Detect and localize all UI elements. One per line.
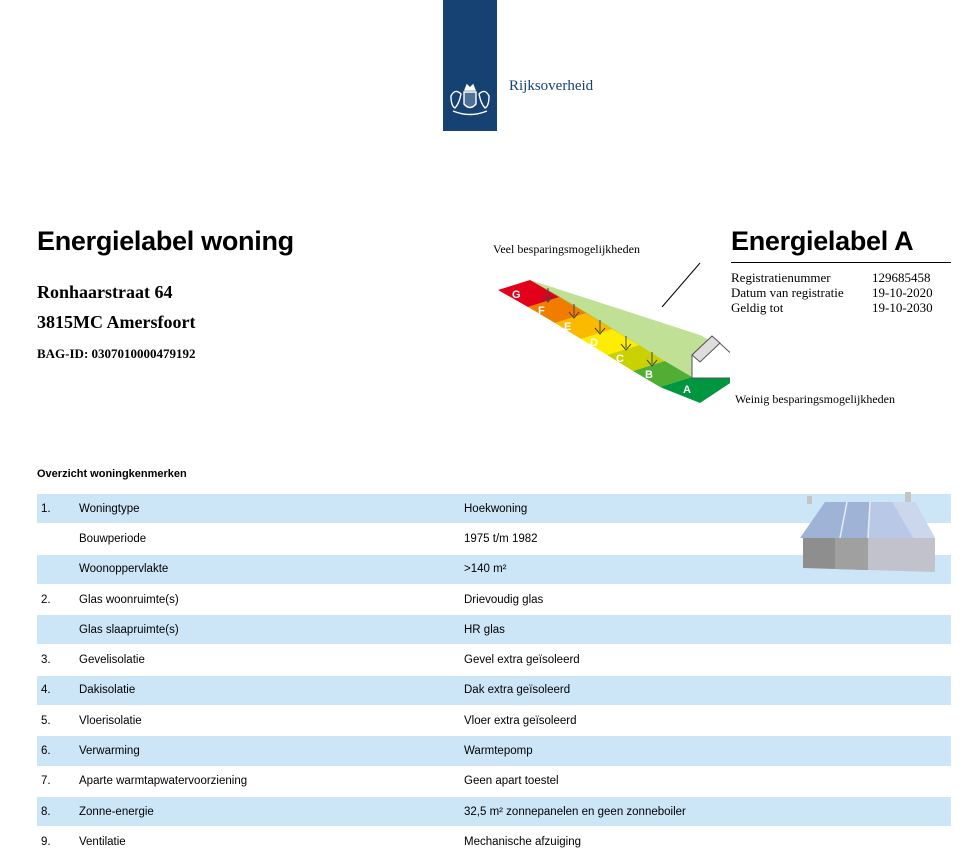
registration-label: Registratienummer: [731, 270, 831, 285]
row-value: 32,5 m² zonnepanelen en geen zonneboiler: [464, 805, 686, 818]
row-number: 4.: [41, 684, 51, 697]
row-label: Gevelisolatie: [79, 654, 145, 667]
row-number: 2.: [41, 593, 51, 606]
row-number: 1.: [41, 502, 51, 515]
table-row: [37, 705, 951, 735]
address-street: Ronhaarstraat 64: [37, 282, 173, 302]
row-value: >140 m²: [464, 563, 507, 576]
bottom-caption: Weinig besparingsmogelijkheden: [735, 392, 895, 406]
row-label: Verwarming: [79, 745, 140, 758]
row-number: 6.: [41, 745, 51, 758]
row-value: Vloer extra geïsoleerd: [464, 714, 577, 727]
scale-letter-b: B: [645, 369, 653, 381]
registration-label: Datum van registratie: [731, 285, 844, 300]
row-label: Woningtype: [79, 502, 140, 515]
row-number: 9.: [41, 835, 51, 848]
row-label: Bouwperiode: [79, 532, 147, 545]
row-label: Vloerisolatie: [79, 714, 142, 727]
scale-letter-f: F: [538, 305, 545, 317]
row-value: Hoekwoning: [464, 502, 528, 515]
row-label: Dakisolatie: [79, 684, 136, 697]
registration-value: 19-10-2030: [872, 300, 933, 315]
registration-label: Geldig tot: [731, 300, 784, 315]
row-value: Warmtepomp: [464, 745, 533, 758]
registration-value: 19-10-2020: [872, 285, 933, 300]
scale-letter-e: E: [564, 321, 572, 333]
divider: [731, 262, 951, 263]
bag-id: BAG-ID: 0307010000479192: [37, 346, 196, 361]
scale-letter-g: G: [512, 289, 521, 301]
row-number: 8.: [41, 805, 51, 818]
row-number: 7.: [41, 775, 51, 788]
registration-row: [731, 300, 941, 315]
row-label: Glas woonruimte(s): [79, 593, 179, 606]
energy-label-scale: [490, 230, 730, 410]
table-row: [37, 735, 951, 765]
row-label: Ventilatie: [79, 835, 126, 848]
row-value: Gevel extra geïsoleerd: [464, 654, 580, 667]
table-row: [37, 826, 951, 856]
coat-of-arms-icon: [445, 78, 495, 120]
row-value: Drievoudig glas: [464, 593, 544, 606]
row-value: Dak extra geïsoleerd: [464, 684, 571, 697]
registration-value: 129685458: [872, 270, 931, 285]
table-row: [37, 584, 951, 614]
row-value: 1975 t/m 1982: [464, 532, 538, 545]
table-row: [37, 644, 951, 674]
table-row: [37, 614, 951, 644]
top-caption: Veel besparingsmogelijkheden: [493, 242, 640, 256]
row-label: Glas slaapruimte(s): [79, 623, 179, 636]
scale-letter-d: D: [590, 337, 598, 349]
scale-letter-a: A: [683, 384, 691, 396]
overview-title: Overzicht woningkenmerken: [37, 468, 187, 480]
registration-row: [731, 270, 941, 285]
energy-label-title: Energielabel A: [731, 226, 914, 256]
row-value: HR glas: [464, 623, 505, 636]
registration-row: [731, 285, 941, 300]
row-label: Woonoppervlakte: [79, 563, 169, 576]
logo-text: Rijksoverheid: [509, 78, 594, 94]
table-row: [37, 796, 951, 826]
row-value: Geen apart toestel: [464, 775, 559, 788]
row-label: Aparte warmtapwatervoorziening: [79, 775, 248, 788]
row-value: Mechanische afzuiging: [464, 835, 581, 848]
registration-details: [731, 270, 941, 315]
row-number: 3.: [41, 654, 51, 667]
page-title: Energielabel woning: [37, 226, 294, 256]
row-label: Zonne-energie: [79, 805, 154, 818]
table-row: [37, 675, 951, 705]
corner-house-icon: [795, 490, 940, 580]
table-row: [37, 766, 951, 796]
row-number: 5.: [41, 714, 51, 727]
address-city: 3815MC Amersfoort: [37, 312, 196, 332]
scale-letter-c: C: [616, 353, 624, 365]
